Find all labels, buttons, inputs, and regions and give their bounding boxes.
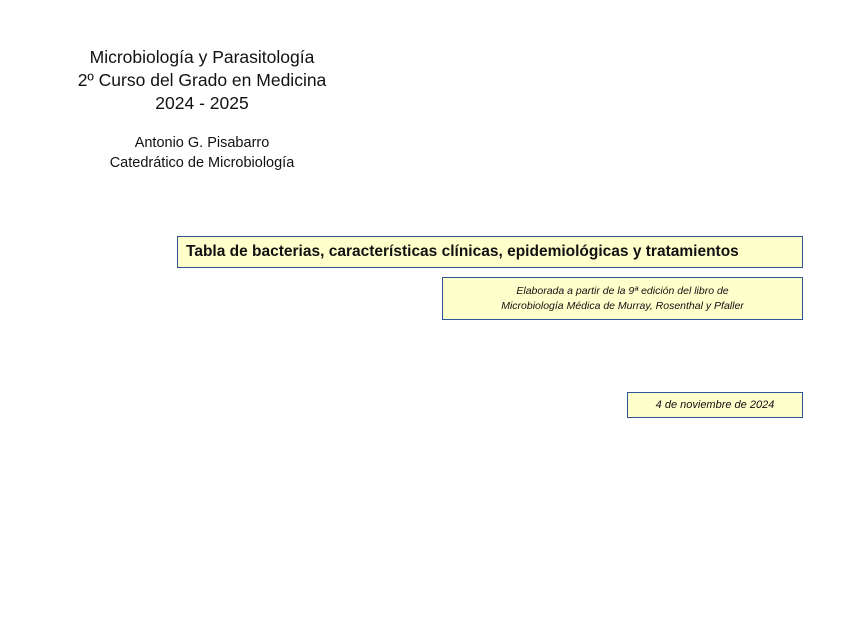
document-date: 4 de noviembre de 2024 xyxy=(655,399,775,411)
document-title: Tabla de bacterias, características clínicas, epidemiológicas y tratamientos xyxy=(186,243,739,260)
date-box xyxy=(627,392,803,418)
course-header xyxy=(52,46,352,115)
course-program: 2º Curso del Grado en Medicina xyxy=(77,70,327,90)
course-subject: Microbiología y Parasitología xyxy=(89,47,315,67)
source-note-box xyxy=(442,277,803,320)
document-title-box xyxy=(177,236,803,268)
source-line-1: Elaborada a partir de la 9ª edición del libro de xyxy=(516,284,729,297)
author-name: Antonio G. Pisabarro xyxy=(134,135,270,151)
course-years: 2024 - 2025 xyxy=(155,93,249,113)
author-info xyxy=(52,133,352,173)
source-line-2: Microbiología Médica de Murray, Rosenthal y Pfaller xyxy=(501,299,744,312)
author-position: Catedrático de Microbiología xyxy=(109,155,295,171)
